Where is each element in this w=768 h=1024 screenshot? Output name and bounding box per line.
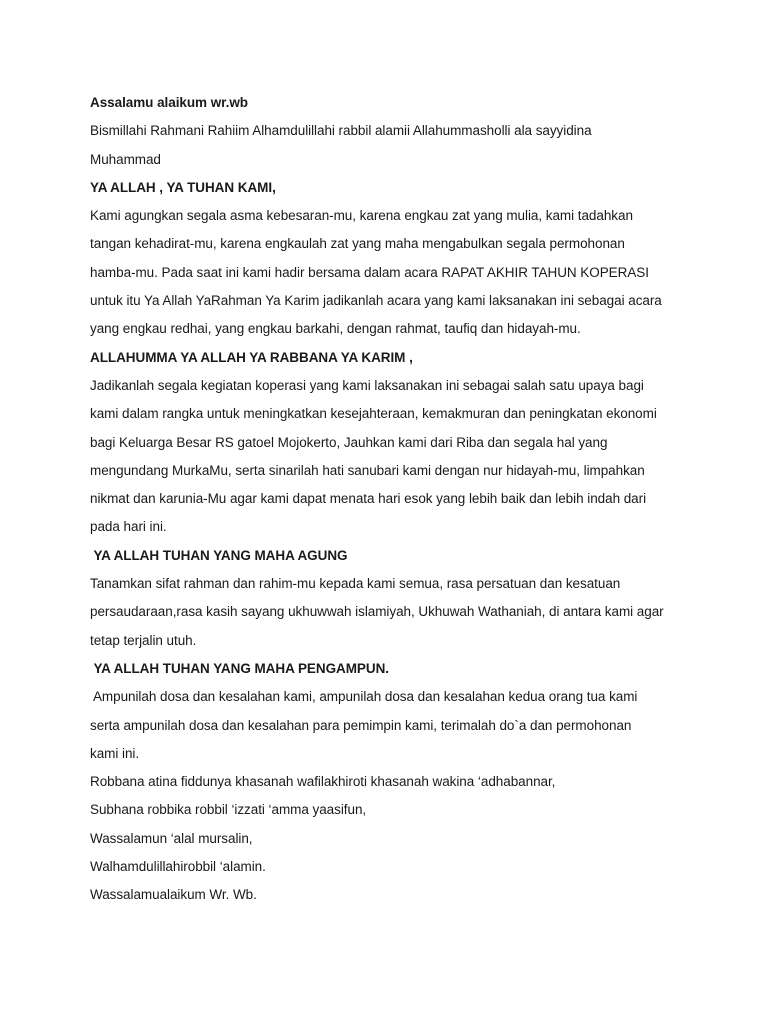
text-line: kami ini.	[90, 745, 140, 761]
text-line: Muhammad	[90, 151, 161, 167]
text-line: Walhamdulillahirobbil ‘alamin.	[90, 859, 266, 875]
text-line: yang engkau redhai, yang engkau barkahi, dengan rahmat, taufiq dan hidayah-mu.	[90, 321, 581, 337]
closing-line: Wassalamualaikum Wr. Wb.	[90, 887, 257, 903]
text-line: untuk itu Ya Allah YaRahman Ya Karim jadikanlah acara yang kami laksanakan ini sebagai acara	[90, 293, 662, 309]
text-line: mengundang MurkaMu, serta sinarilah hati sanubari kami dengan nur hidayah-mu, limpahkan	[90, 462, 645, 478]
text-line: tangan kehadirat-mu, karena engkaulah zat yang maha mengabulkan segala permohonan	[90, 236, 625, 252]
text-line: tetap terjalin utuh.	[90, 632, 197, 648]
text-line: persaudaraan,rasa kasih sayang ukhuwwah islamiyah, Ukhuwah Wathaniah, di antara kami agar	[90, 604, 664, 620]
document-page	[90, 89, 690, 910]
text-line: Robbana atina fiddunya khasanah wafilakhiroti khasanah wakina ‘adhabannar,	[90, 774, 556, 790]
text-line: Subhana robbika robbil ‘izzati ‘amma yaasifun,	[90, 802, 367, 818]
text-line: Wassalamun ‘alal mursalin,	[90, 830, 253, 846]
section-heading: YA ALLAH TUHAN YANG MAHA PENGAMPUN.	[90, 660, 389, 676]
text-line: serta ampunilah dosa dan kesalahan para pemimpin kami, terimalah do`a dan permohonan	[90, 717, 632, 733]
text-line: Kami agungkan segala asma kebesaran-mu, karena engkau zat yang mulia, kami tadahkan	[90, 208, 633, 224]
text-line: Tanamkan sifat rahman dan rahim-mu kepada kami semua, rasa persatuan dan kesatuan	[90, 576, 621, 592]
greeting-line: Assalamu alaikum wr.wb	[90, 95, 248, 110]
section-heading: YA ALLAH , YA TUHAN KAMI,	[90, 179, 276, 195]
text-line: bagi Keluarga Besar RS gatoel Mojokerto, Jauhkan kami dari Riba dan segala hal yang	[90, 434, 608, 450]
text-line: Jadikanlah segala kegiatan koperasi yang kami laksanakan ini sebagai salah satu upaya bagi	[90, 377, 644, 393]
text-line: Bismillahi Rahmani Rahiim Alhamdulillahi rabbil alamii Allahummasholli ala sayyidina	[90, 123, 592, 139]
text-line: pada hari ini.	[90, 519, 167, 535]
text-line: hamba-mu. Pada saat ini kami hadir bersama dalam acara RAPAT AKHIR TAHUN KOPERASI	[90, 264, 649, 280]
section-heading: ALLAHUMMA YA ALLAH YA RABBANA YA KARIM ,	[90, 349, 413, 365]
text-line: kami dalam rangka untuk meningkatkan kesejahteraan, kemakmuran dan peningkatan ekonomi	[90, 406, 657, 422]
text-line: Ampunilah dosa dan kesalahan kami, ampunilah dosa dan kesalahan kedua orang tua kami	[90, 689, 638, 705]
section-heading: YA ALLAH TUHAN YANG MAHA AGUNG	[90, 547, 348, 563]
text-line: nikmat dan karunia-Mu agar kami dapat menata hari esok yang lebih baik dan lebih indah dari	[90, 491, 647, 507]
